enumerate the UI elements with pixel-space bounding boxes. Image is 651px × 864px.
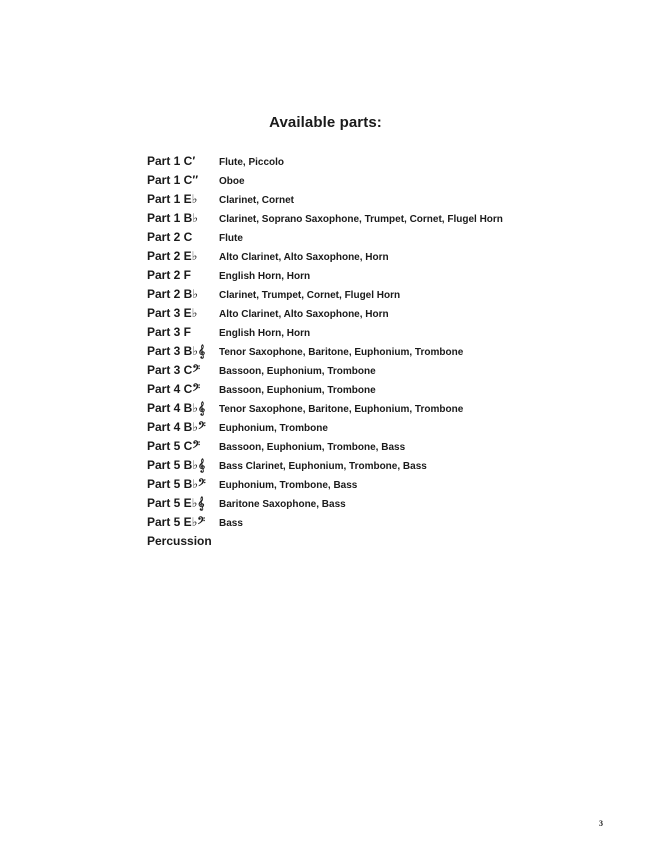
part-row — [147, 456, 567, 475]
part-row — [147, 171, 567, 190]
part-row — [147, 342, 567, 361]
part-instruments: Alto Clarinet, Alto Saxophone, Horn — [219, 309, 389, 320]
part-name: Part 1 E♭ — [147, 192, 198, 206]
part-name: Part 4 C𝄢 — [147, 382, 201, 396]
part-name: Part 3 F — [147, 325, 192, 339]
part-instruments: Alto Clarinet, Alto Saxophone, Horn — [219, 252, 389, 263]
part-name: Percussion — [147, 534, 212, 548]
part-name: Part 1 C′ — [147, 154, 196, 168]
part-row — [147, 532, 567, 551]
page-title: Available parts: — [269, 114, 382, 131]
part-row — [147, 380, 567, 399]
parts-list — [147, 152, 567, 551]
part-row — [147, 361, 567, 380]
part-name: Part 5 C𝄢 — [147, 439, 201, 453]
part-instruments: Bass Clarinet, Euphonium, Trombone, Bass — [219, 461, 427, 472]
part-row — [147, 323, 567, 342]
part-row — [147, 475, 567, 494]
part-name: Part 4 B♭𝄢 — [147, 420, 206, 434]
part-instruments: Baritone Saxophone, Bass — [219, 499, 346, 510]
part-instruments: English Horn, Horn — [219, 271, 311, 282]
part-instruments: Bassoon, Euphonium, Trombone — [219, 385, 376, 396]
part-instruments: Flute, Piccolo — [219, 157, 285, 168]
part-name: Part 2 B♭ — [147, 287, 199, 301]
part-name: Part 2 E♭ — [147, 249, 198, 263]
part-row — [147, 304, 567, 323]
part-row — [147, 418, 567, 437]
part-row — [147, 152, 567, 171]
part-name: Part 1 C′′ — [147, 173, 199, 187]
part-instruments: English Horn, Horn — [219, 328, 311, 339]
part-row — [147, 513, 567, 532]
part-name: Part 5 B♭𝄢 — [147, 477, 206, 491]
part-name: Part 2 C — [147, 230, 193, 244]
part-name: Part 4 B♭𝄞 — [147, 401, 206, 415]
part-instruments: Clarinet, Trumpet, Cornet, Flugel Horn — [219, 290, 401, 301]
part-instruments: Oboe — [219, 176, 245, 187]
part-instruments: Flute — [219, 233, 243, 244]
part-name: Part 5 E♭𝄞 — [147, 496, 205, 510]
part-name: Part 3 B♭𝄞 — [147, 344, 206, 358]
part-name: Part 3 C𝄢 — [147, 363, 201, 377]
part-instruments: Tenor Saxophone, Baritone, Euphonium, Trombone — [219, 404, 464, 415]
part-instruments: Clarinet, Soprano Saxophone, Trumpet, Cornet, Flugel Horn — [219, 214, 503, 225]
part-name: Part 5 B♭𝄞 — [147, 458, 206, 472]
part-name: Part 5 E♭𝄢 — [147, 515, 206, 529]
part-name: Part 3 E♭ — [147, 306, 198, 320]
part-name: Part 1 B♭ — [147, 211, 199, 225]
part-row — [147, 437, 567, 456]
part-instruments: Bass — [219, 518, 243, 529]
part-row — [147, 266, 567, 285]
part-row — [147, 247, 567, 266]
part-instruments: Euphonium, Trombone, Bass — [219, 480, 358, 491]
part-instruments: Clarinet, Cornet — [219, 195, 295, 206]
page-number: 3 — [599, 819, 603, 828]
part-instruments: Bassoon, Euphonium, Trombone, Bass — [219, 442, 406, 453]
part-row — [147, 399, 567, 418]
part-row — [147, 494, 567, 513]
part-name: Part 2 F — [147, 268, 192, 282]
part-instruments: Tenor Saxophone, Baritone, Euphonium, Trombone — [219, 347, 464, 358]
part-row — [147, 228, 567, 247]
part-instruments: Bassoon, Euphonium, Trombone — [219, 366, 376, 377]
part-instruments: Euphonium, Trombone — [219, 423, 328, 434]
part-row — [147, 190, 567, 209]
part-row — [147, 209, 567, 228]
part-row — [147, 285, 567, 304]
